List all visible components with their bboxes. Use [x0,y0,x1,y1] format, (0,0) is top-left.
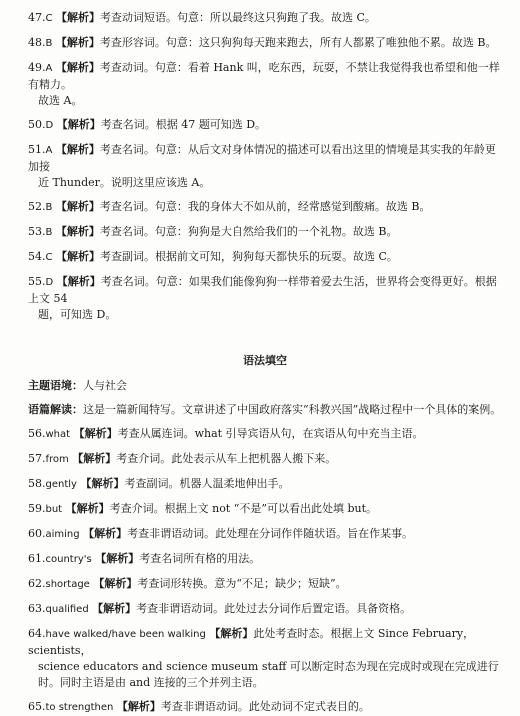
analysis-tag: 【解析】 [65,502,110,515]
item-number: 64. [28,627,46,640]
item-number: 63. [28,602,46,615]
item-number: 55. [28,275,46,288]
answer-item [28,551,502,568]
answer-key: have walked/have been walking [45,629,206,640]
item-number: 59. [28,502,46,515]
item-number: 60. [28,527,46,540]
analysis-tag: 【解析】 [56,275,101,288]
answer-item [28,576,502,593]
answer-item [28,117,502,134]
analysis-text: 考查从属连词。what 引导宾语从句，在宾语从句中充当主语。 [117,427,424,440]
answer-key: from [45,454,69,465]
analysis-continued: 题，可知选 D。 [38,308,117,321]
answer-item [28,476,502,493]
analysis-text: 考查名词。句意：从后文对身体情况的描述可以看出这里的情境是其实我的年龄更加接 [28,143,496,173]
answer-key: shortage [45,579,90,590]
answer-item [28,426,502,443]
analysis-text: 考查非谓语动词。此处过去分词作后置定语。具备资格。 [136,602,412,615]
reading-line [28,402,502,418]
answer-item [28,451,502,468]
answer-item [28,601,502,618]
answer-key: what [45,429,71,440]
item-number: 49. [28,61,46,74]
item-number: 65. [28,700,46,713]
answer-item [28,699,502,716]
item-number: 51. [28,143,46,156]
item-number: 47. [28,11,46,24]
item-number: 58. [28,477,46,490]
answer-item [28,199,502,216]
analysis-text: 考查介词。此处表示从车上把机器人搬下来。 [116,452,337,465]
answer-item [28,501,502,518]
analysis-tag: 【解析】 [92,602,137,615]
analysis-tag: 【解析】 [55,225,100,238]
analysis-tag: 【解析】 [72,452,117,465]
analysis-continued: 近 Thunder。说明这里应该选 A。 [38,176,211,189]
answer-key: D [45,277,54,288]
reading-answers [28,10,502,323]
analysis-tag: 【解析】 [55,200,100,213]
analysis-text: 考查名词所有格的用法。 [139,552,261,565]
analysis-text: 此处考查时态。根据上文 Since February，scientists， [28,627,475,657]
answer-item [28,60,502,109]
analysis-text: 考查介词。根据上文 not “不是”可以看出此处填 but。 [109,502,378,515]
item-number: 57. [28,452,46,465]
answer-item [28,626,502,691]
analysis-tag: 【解析】 [209,627,254,640]
item-number: 52. [28,200,46,213]
analysis-text: 考查副词。根据前文可知，狗狗每天都快乐的玩耍。故选 C。 [99,250,398,263]
answer-key: B [45,227,53,238]
analysis-tag: 【解析】 [55,36,100,49]
analysis-text: 考查名词。根据 47 题可知选 D。 [100,118,267,131]
analysis-text: 考查副词。机器人温柔地伸出手。 [124,477,290,490]
analysis-tag: 【解析】 [116,700,161,713]
item-number: 53. [28,225,46,238]
answer-key: B [45,38,53,49]
answer-item [28,142,502,191]
answer-item [28,274,502,323]
analysis-text: 考查非谓语动词。此处理在分词作伴随状语。旨在作某事。 [127,527,414,540]
analysis-tag: 【解析】 [95,552,140,565]
analysis-text: 考查形容词。句意：这只狗狗每天跑来跑去，所有人都累了唯独他不累。故选 B。 [99,36,497,49]
answer-key: A [45,145,53,156]
item-number: 50. [28,118,46,131]
reading-value: 这是一篇新闻特写。文章讲述了中国政府落实“科教兴国”战略过程中一个具体的案例。 [83,403,502,416]
analysis-continued: science educators and science museum staff 可以断定时态为现在完成时或现在完成进行时。同时主语是由 and 连接的三个并列主语。 [38,660,499,689]
answer-key: B [45,202,53,213]
analysis-text: 考查名词。句意：如果我们能像狗狗一样带着爱去生活，世界将会变得更好。根据上文 54 [28,275,497,305]
answer-item [28,224,502,241]
answer-item [28,35,502,52]
analysis-tag: 【解析】 [73,427,118,440]
answer-key: C [45,13,53,24]
analysis-tag: 【解析】 [80,477,125,490]
analysis-text: 考查名词。句意：狗狗是大自然给我们的一个礼物。故选 B。 [99,225,398,238]
answer-key: D [45,120,54,131]
item-number: 61. [28,552,46,565]
analysis-tag: 【解析】 [93,577,138,590]
grammar-answers [28,426,502,716]
section-title: 语法填空 [243,354,287,367]
item-number: 56. [28,427,46,440]
analysis-tag: 【解析】 [55,61,100,74]
answer-key: A [45,63,53,74]
answer-key: country's [45,554,92,565]
analysis-text: 考查词形转换。意为“不足；缺少；短缺”。 [137,577,347,590]
analysis-tag: 【解析】 [55,250,100,263]
analysis-continued: 故选 A。 [38,94,83,107]
answer-key: gently [45,479,77,490]
analysis-text: 考查名词。句意：我的身体大不如从前，经常感觉到酸痛。故选 B。 [99,200,431,213]
answer-key: C [45,252,53,263]
analysis-text: 考查动词。句意：看着 Hank 叫，吃东西，玩耍，不禁让我觉得我也希望和他一样有精力。 [28,61,500,91]
theme-label: 主题语境： [28,379,83,392]
analysis-tag: 【解析】 [83,527,128,540]
analysis-tag: 【解析】 [55,11,100,24]
answer-item [28,10,502,27]
reading-label: 语篇解读： [28,403,83,416]
answer-item [28,249,502,266]
answer-item [28,526,502,543]
theme-value: 人与社会 [83,379,127,392]
analysis-text: 考查动词短语。句意：所以最终这只狗跑了我。故选 C。 [99,11,376,24]
answer-key: to strengthen [45,702,114,713]
item-number: 62. [28,577,46,590]
item-number: 54. [28,250,46,263]
item-number: 48. [28,36,46,49]
analysis-tag: 【解析】 [55,143,100,156]
theme-line [28,378,502,394]
answer-key: qualified [45,604,89,615]
analysis-tag: 【解析】 [56,118,101,131]
analysis-text: 考查非谓语动词。此处动词不定式表目的。 [160,700,370,713]
answer-key: aiming [45,529,80,540]
answer-key: but [45,504,63,515]
